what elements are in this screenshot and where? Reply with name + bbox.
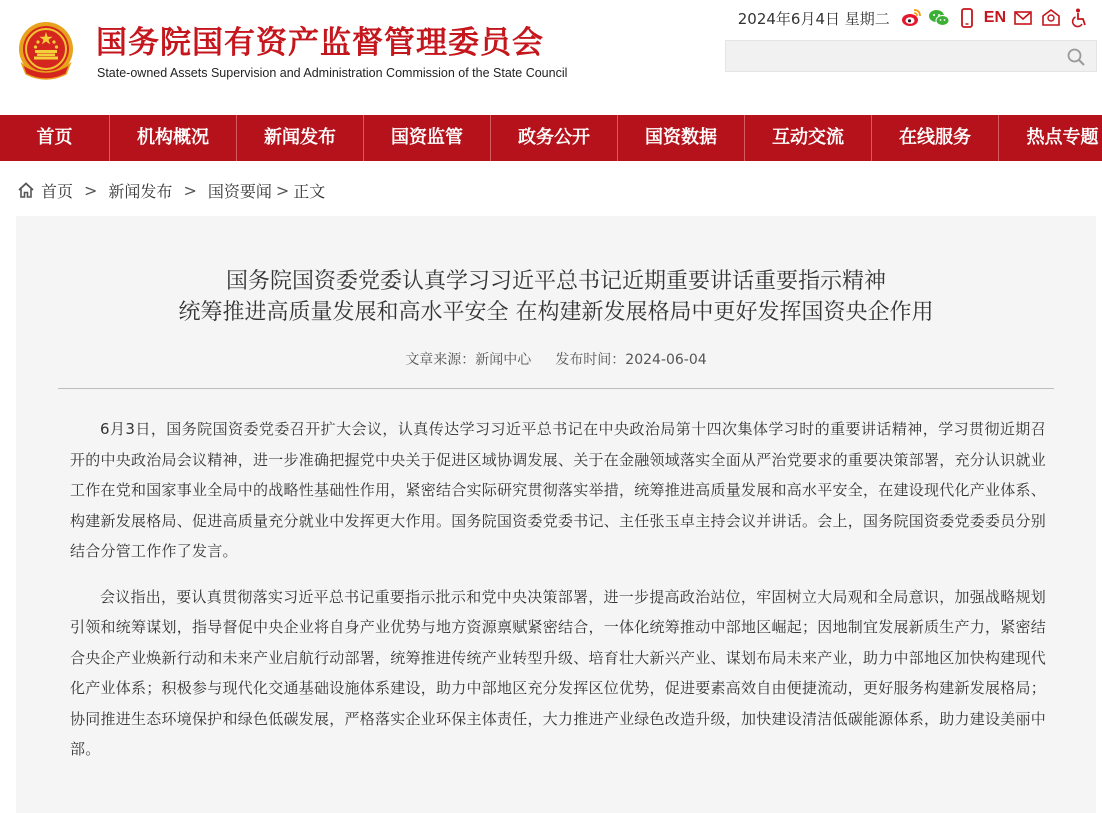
- article-title: [16, 266, 1096, 328]
- breadcrumb-news[interactable]: 新闻发布: [108, 181, 173, 201]
- mobile-icon[interactable]: [956, 7, 978, 29]
- article-paragraph: 6月3日，国务院国资委党委召开扩大会议，认真传达学习习近平总书记在中央政治局第十四次集体学习时的重要讲话精神，学习贯彻近期召开的中央政治局会议精神，进一步准确把握党中央关于促进区域协调发展、关于在金融领域落实全面从严治党要求的重要决策部署，充分认识就业工作在党和国家事业全局中的战略性基础性作用，紧密结合实际研究贯彻落实举措，统筹推进高质量发展和高水平安全，在建设现代化产业体系、构建新发展格局、促进高质量充分就业中发挥更大作用。国务院国资委党委书记、主任张玉卓主持会议并讲话。会上，国务院国资委党委委员分别结合分管工作作了发言。: [70, 420, 1047, 560]
- national-emblem-icon[interactable]: [16, 20, 76, 82]
- top-utility-bar: [738, 6, 1090, 30]
- nav-item-organization[interactable]: 机构概况: [110, 115, 237, 161]
- breadcrumb-separator: >: [84, 180, 98, 200]
- breadcrumb-sasac-news[interactable]: 国资要闻: [207, 181, 272, 201]
- feedback-icon[interactable]: [1040, 7, 1062, 29]
- search-box: [725, 40, 1097, 72]
- breadcrumb-home[interactable]: 首页: [41, 181, 74, 201]
- search-input[interactable]: [734, 44, 1058, 70]
- search-icon[interactable]: [1066, 47, 1086, 67]
- breadcrumb-current: 正文: [293, 181, 326, 201]
- article-publish-time: 发布时间：2024-06-04: [555, 352, 707, 368]
- current-date: 2024年6月4日 星期二: [737, 9, 890, 28]
- article-panel: [16, 216, 1096, 813]
- nav-item-data[interactable]: 国资数据: [618, 115, 745, 161]
- article-paragraph: 会议指出，要认真贯彻落实习近平总书记重要指示批示和党中央决策部署，进一步提高政治站位，牢固树立大局观和全局意识，加强战略规划引领和统筹谋划，指导督促中央企业将自身产业优势与地方资源禀赋紧密结合，一体化统筹推动中部地区崛起；因地制宜发展新质生产力，紧密结合央企产业焕新行动和未来产业启航行动部署，统筹推进传统产业转型升级、培育壮大新兴产业、谋划布局未来产业，助力中部地区加快构建现代化产业体系；积极参与现代化交通基础设施体系建设，助力中部地区充分发挥区位优势，促进要素高效自由便捷流动，更好服务构建新发展格局；协同推进生态环境保护和绿色低碳发展，严格落实企业环保主体责任，大力推进产业绿色改造升级，加快建设清洁低碳能源体系，助力建设美丽中部。: [70, 587, 1047, 758]
- article-title-line1: 国务院国资委党委认真学习习近平总书记近期重要讲话重要指示精神: [225, 269, 886, 294]
- english-link[interactable]: EN: [983, 9, 1006, 26]
- article-title-line2: 统筹推进高质量发展和高水平安全 在构建新发展格局中更好发挥国资央企作用: [178, 300, 934, 325]
- nav-item-hot-topics[interactable]: 热点专题: [1026, 127, 1099, 148]
- weibo-icon[interactable]: [900, 7, 922, 29]
- article-meta: [16, 349, 1096, 369]
- site-subtitle: State-owned Assets Supervision and Administration Commission of the State Council: [97, 66, 568, 80]
- breadcrumb-separator: >: [275, 180, 290, 200]
- article-body: [70, 414, 1046, 780]
- nav-item-online-service[interactable]: 在线服务: [872, 115, 999, 161]
- nav-item-home[interactable]: 首页: [0, 115, 110, 161]
- article-source: 文章来源：新闻中心: [405, 352, 532, 368]
- main-nav: [0, 115, 1102, 161]
- nav-item-interaction[interactable]: 互动交流: [745, 115, 872, 161]
- home-icon: [17, 181, 35, 199]
- title-divider: [58, 388, 1054, 389]
- site-title[interactable]: 国务院国有资产监督管理委员会: [96, 25, 544, 61]
- accessibility-icon[interactable]: [1068, 7, 1090, 29]
- mail-icon[interactable]: [1012, 7, 1034, 29]
- nav-item-news[interactable]: 新闻发布: [237, 115, 364, 161]
- breadcrumb: [17, 178, 325, 202]
- nav-item-supervision[interactable]: 国资监管: [364, 115, 491, 161]
- nav-item-government-affairs[interactable]: 政务公开: [491, 115, 618, 161]
- breadcrumb-separator: >: [183, 180, 197, 200]
- wechat-icon[interactable]: [928, 7, 950, 29]
- site-header: [0, 0, 1102, 115]
